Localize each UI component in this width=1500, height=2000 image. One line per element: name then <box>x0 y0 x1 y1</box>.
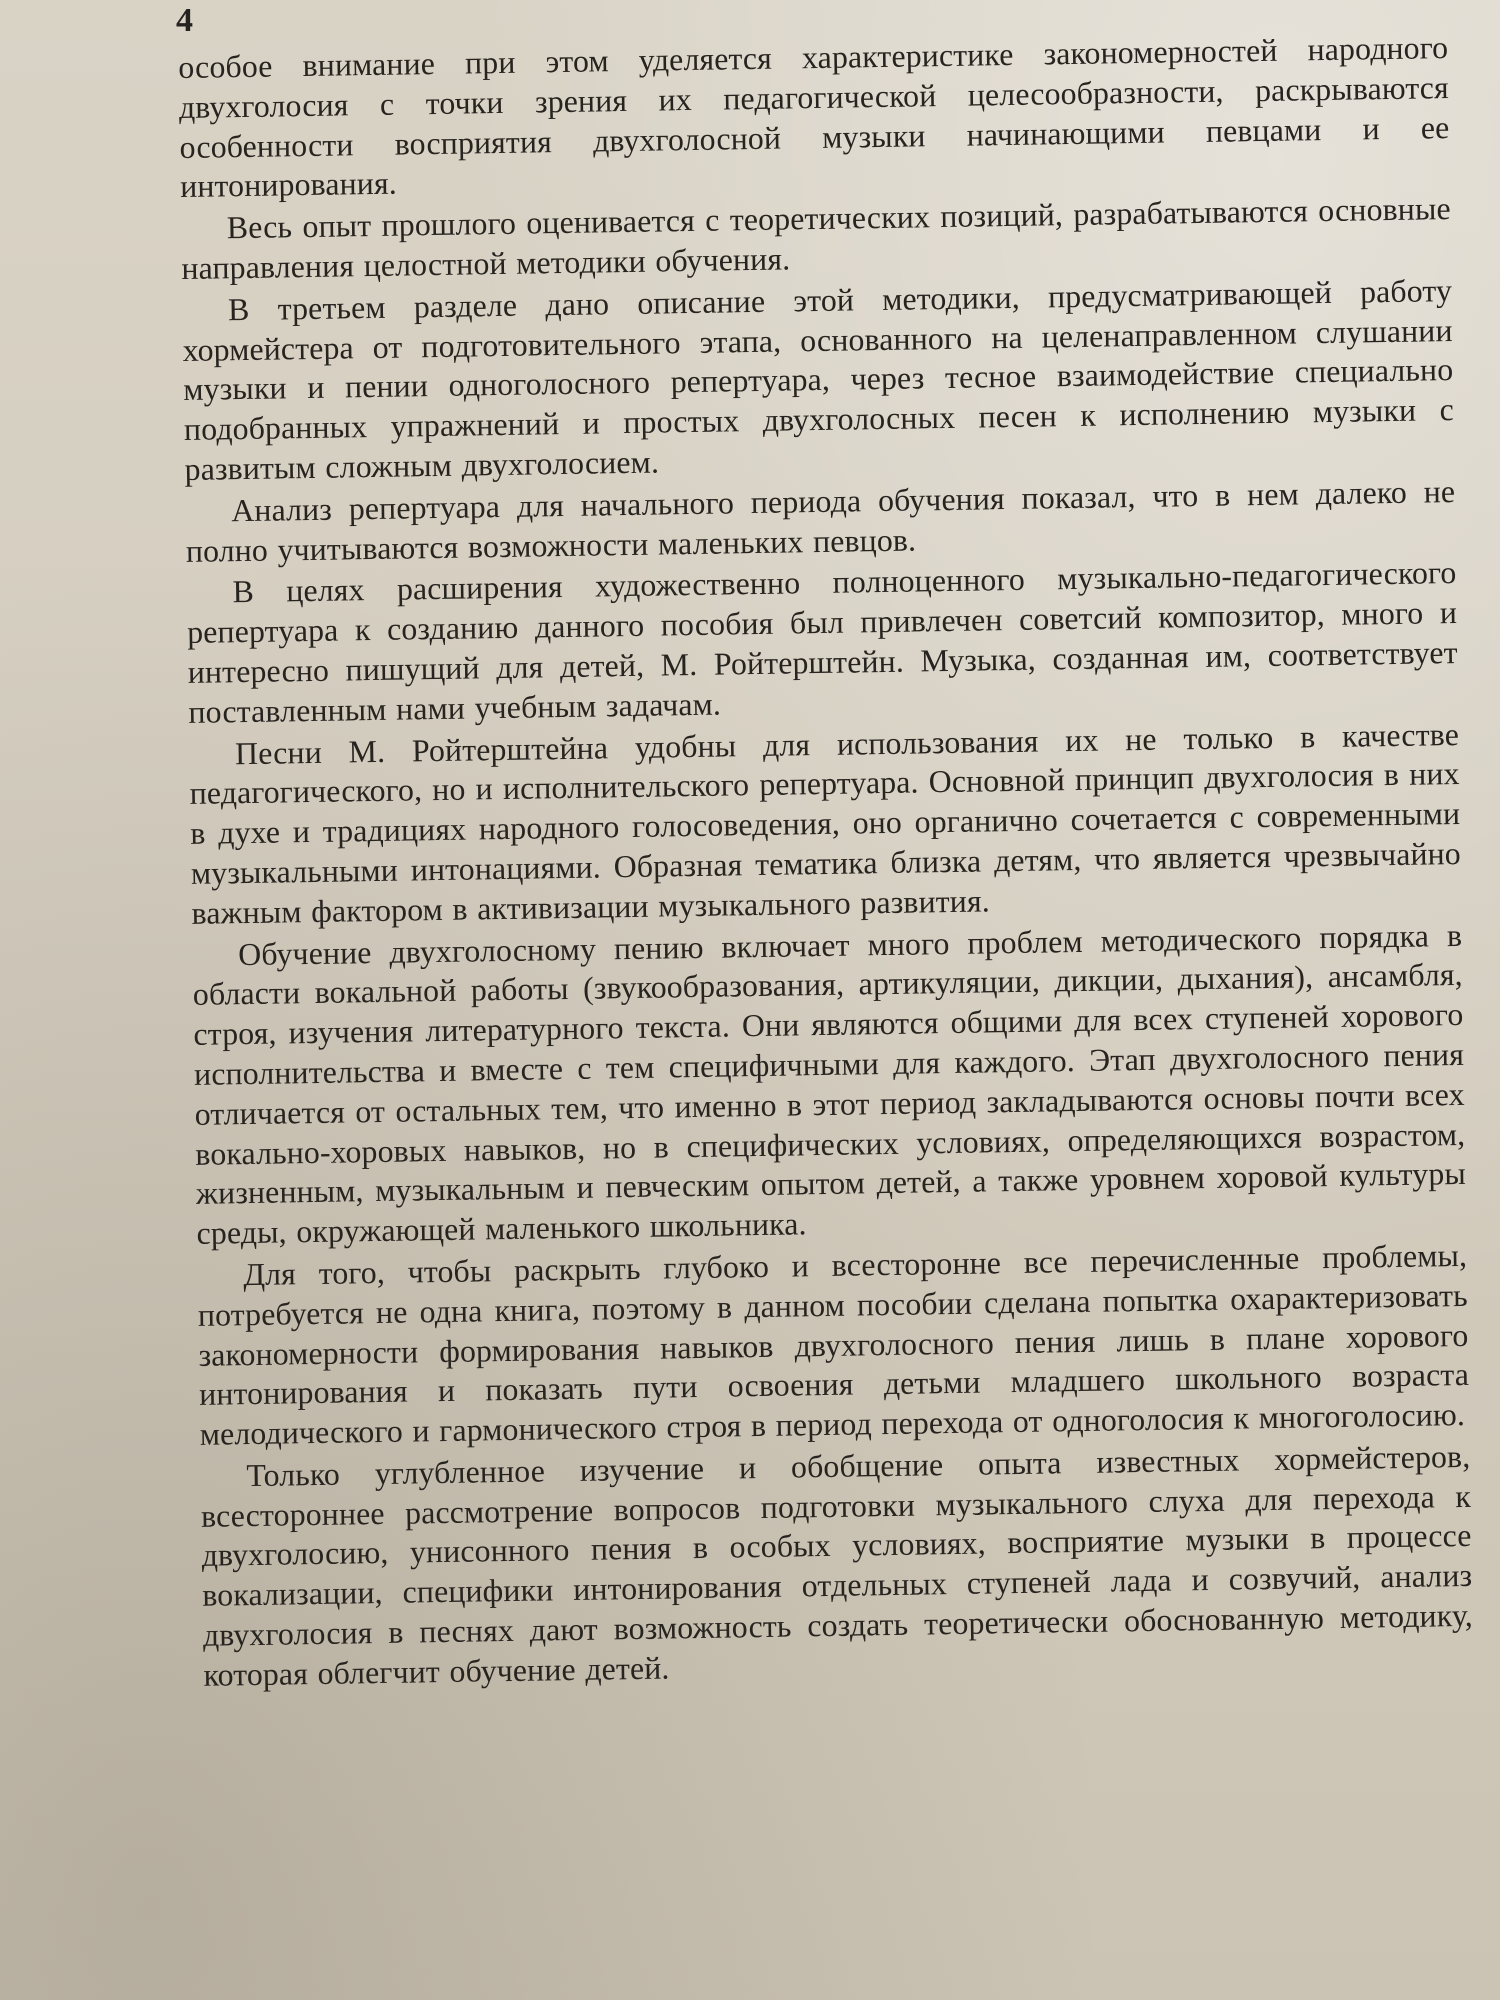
page-number: 4 <box>176 2 193 39</box>
paragraph: Обучение двухголосному пению включает много проблем методического порядка в области вокальной работы (звукообразования, артикуляции, дикции, дыхания), ансамбля, строя, изучения литературного текста. Они являются общими для всех ступеней хорового исполнительства и вместе с тем специфичными для каждого. Этап двухголосного пения отличается от остальных тем, что именно в этот период закладываются основы почти всех вокально-хоровых навыков, но в специфических условиях, определяющихся возрастом, жизненным, музыкальным и певческим опытом детей, а также уровнем хоровой культуры среды, окружающей маленького школьника. <box>192 917 1467 1251</box>
paragraph: особое внимание при этом уделяется характеристике закономерностей народного двухголосия с точки зрения их педагогической целесообразности, раскрываются особенности восприятия двухголосной музыки начинающими певцами и ее интонирования. <box>178 30 1450 205</box>
paragraph: Для того, чтобы раскрыть глубоко и всесторонне все перечисленные проблемы, потребуется не одна книга, поэтому в данном пособии сделана попытка охарактеризовать закономерности формирования навыков двухголосного пения лишь в плане хорового интонирования и показать пути освоения детьми младшего школьного возраста мелодического и гармонического строя в период перехода от одноголосия к многоголосию. <box>197 1237 1470 1452</box>
paragraph: Песни М. Ройтерштейна удобны для использования их не только в качестве педагогического, но и исполнительского репертуара. Основной принцип двухголосия в них в духе и традициях народного голосоведения, оно органично сочетается с современными музыкальными интонациями. Образная тематика близка детям, что является чрезвычайно важным фактором в активизации музыкального развития. <box>189 716 1462 931</box>
paragraph: Анализ репертуара для начального периода обучения показал, что в нем далеко не полно учитываются возможности маленьких певцов. <box>185 473 1456 569</box>
body-text <box>178 28 1478 1978</box>
paragraph: Только углубленное изучение и обобщение опыта известных хормейстеров, всестороннее рассмотрение вопросов подготовки музыкального слуха для перехода к двухголосию, унисонного пения в особых условиях, восприятие музыки в процессе вокализации, специфики интонирования отдельных ступеней лада и созвучий, анализ двухголосия в песнях дают возможность создать теоретически обоснованную методику, которая облегчит обучение детей. <box>200 1438 1474 1693</box>
paragraph: Весь опыт прошлого оценивается с теоретических позиций, разрабатываются основные направления целостной методики обучения. <box>181 191 1451 286</box>
paragraph: В целях расширения художественно полноценного музыкально-педагогического репертуара к созданию данного пособия был привлечен советсий композитор, много и интересно пишущий для детей, М. Ройтерштейн. Музыка, созданная им, соответствует поставленным нами учебным задачам. <box>186 555 1458 730</box>
paragraph: В третьем разделе дано описание этой методики, предусматривающей работу хормейстера от подготовительного этапа, основанного на целенаправленном слушании музыки и пении одноголосного репертуара, через тесное взаимодействие специально подобранных упражнений и простых двухголосных песен к исполнению музыки с развитым сложным двухголосием. <box>182 272 1455 487</box>
